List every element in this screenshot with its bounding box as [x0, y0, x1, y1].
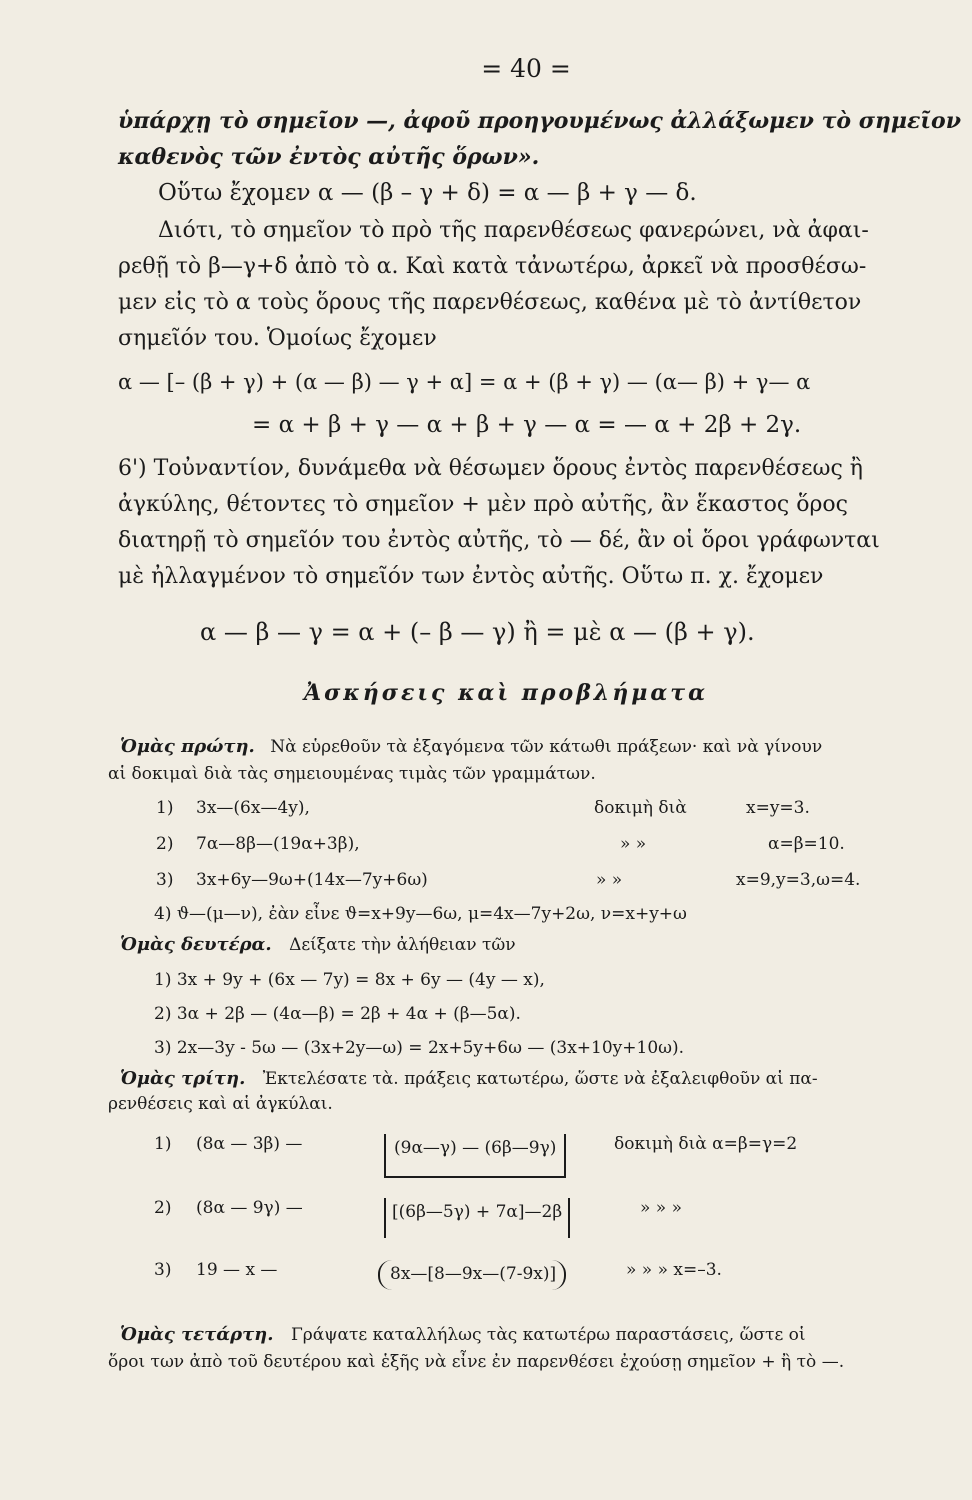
group-4-header	[120, 1324, 806, 1345]
paragraph-2-line-4: μὲ ἠλλαγμένον τὸ σημεῖόν των ἐντὸς αὐτῆς. Οὕτω π. χ. ἔχομεν	[118, 564, 824, 589]
group-2-item-3: 3) 2x—3y - 5ω — (3x+2y—ω) = 2x+5y+6ω — (3x+10y+10ω).	[154, 1038, 685, 1058]
group-4-title: Ὁμὰς τετάρτη.	[120, 1324, 274, 1345]
paragraph-1-line-4: σημεῖόν του. Ὁμοίως ἔχομεν	[118, 326, 437, 351]
item-bracket: [(6β—5γ) + 7α]—2β	[384, 1198, 570, 1238]
paragraph-2-line-1: 6') Τοὐναντίον, δυνάμεθα νὰ θέσωμεν ὅρους ἐντὸς παρενθέσεως ἢ	[118, 456, 863, 481]
item-check: δοκιμὴ διὰ	[594, 798, 687, 818]
intro-italic-line-1: ὑπάρχῃ τὸ σημεῖον —, ἀφοῦ προηγουμένως ἀλλάξωμεν τὸ σημεῖον	[118, 108, 961, 134]
group-1-header	[120, 736, 822, 757]
item-check: » » » x=–3.	[626, 1260, 722, 1280]
section-title: Ἀσκήσεις καὶ προβλήματα	[304, 680, 708, 706]
item-num: 1)	[156, 798, 174, 818]
item-num: 2)	[154, 1198, 172, 1218]
group-1-item-4: 4) ϑ—(μ—ν), ἐὰν εἶνε ϑ=x+9y—6ω, μ=4x—7y+2ω, ν=x+y+ω	[154, 904, 687, 924]
paragraph-1-line-2: ρεθῇ τὸ β—γ+δ ἀπὸ τὸ α. Καὶ κατὰ τἀνωτέρω, ἀρκεῖ νὰ προσθέσω-	[118, 254, 867, 279]
page-number: = 40 =	[481, 54, 571, 83]
item-left: 19 — x —	[196, 1260, 278, 1280]
equation-3: = α + β + γ — α + β + γ — α = — α + 2β + 2γ.	[252, 412, 802, 438]
group-1-text-1: Νὰ εὑρεθοῦν τὰ ἐξαγόμενα τῶν κάτωθι πράξεων· καὶ νὰ γίνουν	[270, 737, 823, 757]
intro-italic-line-2: καθενὸς τῶν ἐντὸς αὐτῆς ὅρων».	[118, 144, 540, 170]
item-check: » »	[596, 870, 623, 890]
group-4-text-1: Γράψατε καταλλήλως τὰς κατωτέρω παραστάσεις, ὥστε οἱ	[290, 1325, 806, 1345]
item-num: 3)	[156, 870, 174, 890]
item-value: α=β=10.	[768, 834, 845, 854]
paragraph-1-line-3: μεν εἰς τὸ α τοὺς ὅρους τῆς παρενθέσεως, καθένα μὲ τὸ ἀντίθετον	[118, 290, 862, 315]
equation-1: Οὕτω ἔχομεν α — (β – γ + δ) = α — β + γ — δ.	[158, 180, 697, 206]
item-value: x=y=3.	[746, 798, 810, 818]
group-4-text-2: ὅροι των ἀπὸ τοῦ δευτέρου καὶ ἑξῆς νὰ εἶνε ἐν παρενθέσει ἐχούσῃ σημεῖον + ἢ τὸ —.	[108, 1352, 845, 1372]
item-expr: 3x—(6x—4y),	[196, 798, 310, 818]
item-left: (8α — 9γ) —	[196, 1198, 303, 1218]
item-bracket: (9α—γ) — (6β—9γ)	[384, 1134, 566, 1178]
equation-2: α — [– (β + γ) + (α — β) — γ + α] = α + (β + γ) — (α— β) + γ— α	[118, 370, 811, 394]
item-left: (8α — 3β) —	[196, 1134, 303, 1154]
paragraph-2-line-2: ἀγκύλης, θέτοντες τὸ σημεῖον + μὲν πρὸ αὐτῆς, ἂν ἕκαστος ὅρος	[118, 492, 848, 517]
item-value: x=9,y=3,ω=4.	[736, 870, 861, 890]
item-bracket: 8x—[8—9x—(7-9x)]	[378, 1260, 566, 1290]
group-2-header	[120, 934, 516, 955]
group-2-item-2: 2) 3α + 2β — (4α—β) = 2β + 4α + (β—5α).	[154, 1004, 521, 1024]
group-2-text: Δείξατε τὴν ἀλήθειαν τῶν	[289, 935, 516, 955]
item-num: 1)	[154, 1134, 172, 1154]
item-expr: 7α—8β—(19α+3β),	[196, 834, 360, 854]
item-num: 3)	[154, 1260, 172, 1280]
group-2-title: Ὁμὰς δευτέρα.	[120, 934, 272, 955]
item-expr: 3x+6y—9ω+(14x—7y+6ω)	[196, 870, 428, 890]
item-check: » » »	[640, 1198, 683, 1218]
item-check: δοκιμὴ διὰ α=β=γ=2	[614, 1134, 798, 1154]
paragraph-2-line-3: διατηρῇ τὸ σημεῖόν του ἐντὸς αὐτῆς, τὸ — δέ, ἂν οἱ ὅροι γράφωνται	[118, 528, 880, 553]
item-check: » »	[620, 834, 647, 854]
group-3-text-2: ρενθέσεις καὶ αἱ ἀγκύλαι.	[108, 1094, 333, 1114]
group-1-text-2: αἱ δοκιμαὶ διὰ τὰς σημειουμένας τιμὰς τῶν γραμμάτων.	[108, 764, 596, 784]
item-num: 2)	[156, 834, 174, 854]
paragraph-1-line-1: Διότι, τὸ σημεῖον τὸ πρὸ τῆς παρενθέσεως φανερώνει, νὰ ἀφαι-	[158, 218, 869, 243]
group-3-title: Ὁμὰς τρίτη.	[120, 1068, 246, 1089]
group-2-item-1: 1) 3x + 9y + (6x — 7y) = 8x + 6y — (4y — x),	[154, 970, 545, 990]
group-3-text-1: Ἐκτελέσατε τὰ. πράξεις κατωτέρω, ὥστε νὰ ἐξαλειφθοῦν αἱ πα-	[262, 1069, 818, 1089]
equation-4: α — β — γ = α + (– β — γ) ἢ = μὲ α — (β + γ).	[200, 618, 755, 646]
group-3-header	[120, 1068, 818, 1089]
group-1-title: Ὁμὰς πρώτη.	[120, 736, 255, 757]
